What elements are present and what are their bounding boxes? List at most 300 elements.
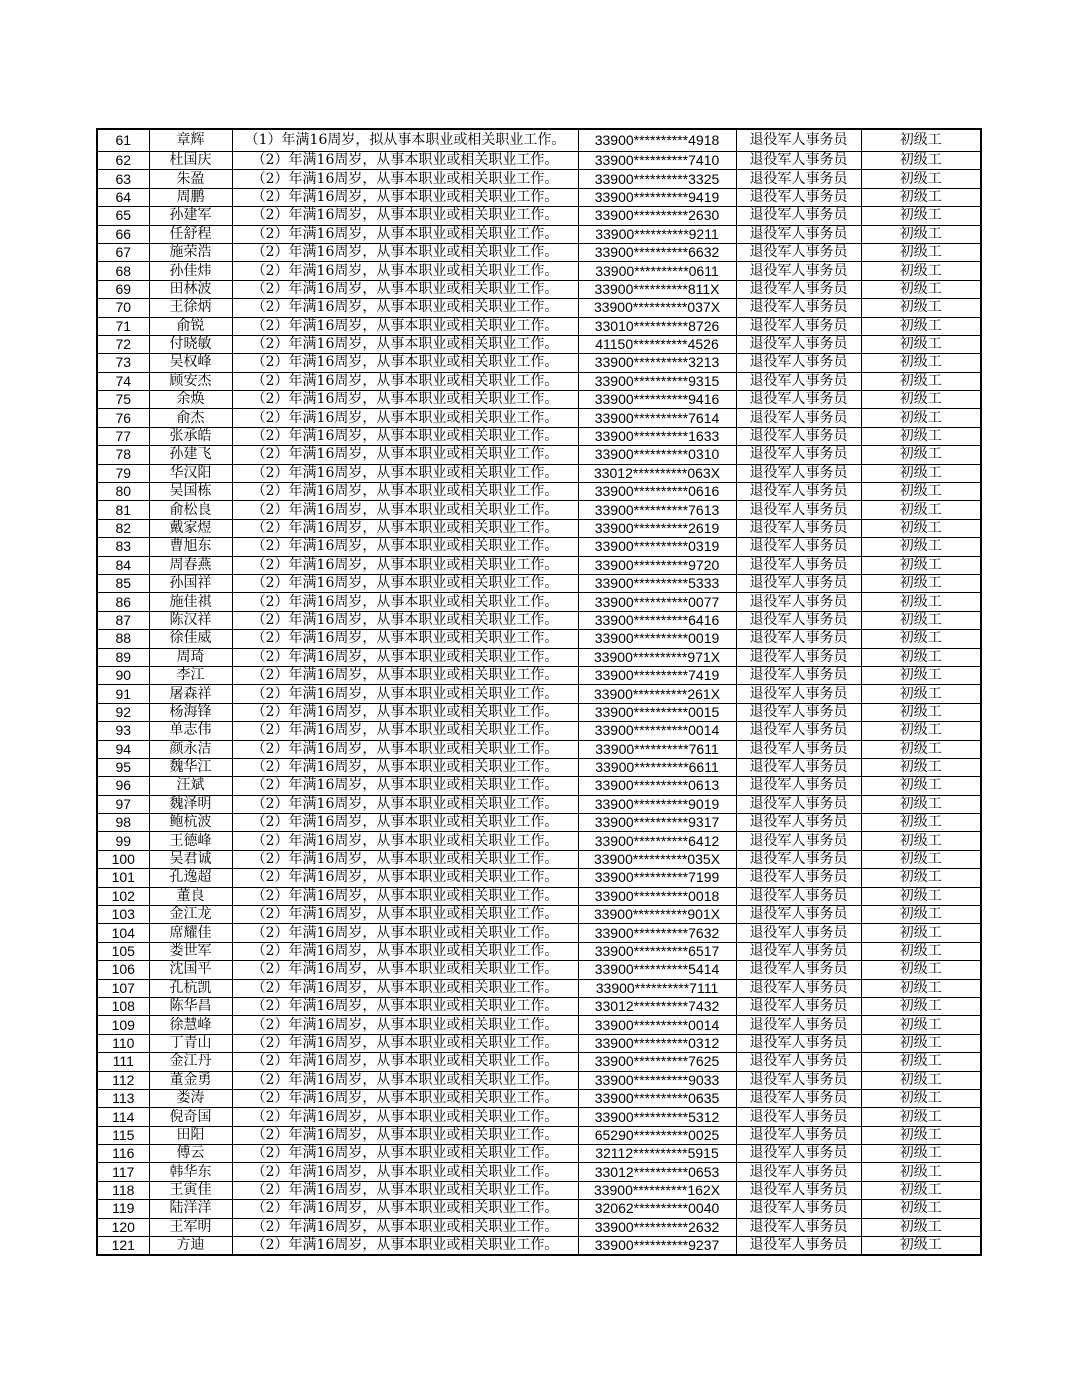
skill-level-cell: 初级工 (861, 832, 981, 850)
eligibility-condition-cell: （2）年满16周岁，从事本职业或相关职业工作。 (232, 335, 578, 353)
eligibility-condition-cell: （2）年满16周岁，从事本职业或相关职业工作。 (232, 1237, 578, 1256)
occupation-cell: 退役军人事务员 (736, 501, 861, 519)
id-number-cell: 33900**********5414 (578, 961, 736, 979)
eligibility-condition-cell: （2）年满16周岁，从事本职业或相关职业工作。 (232, 1016, 578, 1034)
row-number-cell: 106 (97, 961, 149, 979)
roster-body (97, 129, 981, 1255)
table-row (97, 1016, 981, 1034)
id-number-cell: 33900**********9315 (578, 372, 736, 390)
id-number-cell: 33900**********9419 (578, 188, 736, 206)
person-name-cell: 董金勇 (149, 1071, 232, 1089)
row-number-cell: 63 (97, 170, 149, 188)
skill-level-cell: 初级工 (861, 685, 981, 703)
table-row (97, 593, 981, 611)
row-number-cell: 109 (97, 1016, 149, 1034)
person-name-cell: 方迪 (149, 1237, 232, 1256)
id-number-cell: 33900**********0015 (578, 703, 736, 721)
eligibility-condition-cell: （2）年满16周岁，从事本职业或相关职业工作。 (232, 758, 578, 776)
eligibility-condition-cell: （2）年满16周岁，从事本职业或相关职业工作。 (232, 906, 578, 924)
table-row (97, 280, 981, 298)
eligibility-condition-cell: （2）年满16周岁，从事本职业或相关职业工作。 (232, 519, 578, 537)
person-name-cell: 华汉阳 (149, 464, 232, 482)
eligibility-condition-cell: （2）年满16周岁，从事本职业或相关职业工作。 (232, 1108, 578, 1126)
occupation-cell: 退役军人事务员 (736, 409, 861, 427)
row-number-cell: 116 (97, 1145, 149, 1163)
row-number-cell: 105 (97, 942, 149, 960)
row-number-cell: 101 (97, 869, 149, 887)
person-name-cell: 魏华江 (149, 758, 232, 776)
occupation-cell: 退役军人事务员 (736, 1181, 861, 1199)
person-name-cell: 顾安杰 (149, 372, 232, 390)
person-name-cell: 周鹏 (149, 188, 232, 206)
table-row (97, 722, 981, 740)
person-name-cell: 吴君诚 (149, 850, 232, 868)
table-row (97, 188, 981, 206)
table-row (97, 207, 981, 225)
row-number-cell: 94 (97, 740, 149, 758)
occupation-cell: 退役军人事务员 (736, 887, 861, 905)
person-name-cell: 王军明 (149, 1218, 232, 1236)
table-row (97, 666, 981, 684)
table-row (97, 1181, 981, 1199)
table-row (97, 262, 981, 280)
table-row (97, 850, 981, 868)
id-number-cell: 33900**********6632 (578, 243, 736, 261)
row-number-cell: 62 (97, 152, 149, 170)
skill-level-cell: 初级工 (861, 942, 981, 960)
occupation-cell: 退役军人事务员 (736, 446, 861, 464)
occupation-cell: 退役军人事务员 (736, 225, 861, 243)
occupation-cell: 退役军人事务员 (736, 666, 861, 684)
occupation-cell: 退役军人事务员 (736, 758, 861, 776)
skill-level-cell: 初级工 (861, 556, 981, 574)
occupation-cell: 退役军人事务员 (736, 1145, 861, 1163)
row-number-cell: 121 (97, 1237, 149, 1256)
occupation-cell: 退役军人事务员 (736, 1200, 861, 1218)
row-number-cell: 77 (97, 427, 149, 445)
eligibility-condition-cell: （2）年满16周岁，从事本职业或相关职业工作。 (232, 538, 578, 556)
eligibility-condition-cell: （2）年满16周岁，从事本职业或相关职业工作。 (232, 188, 578, 206)
eligibility-condition-cell: （2）年满16周岁，从事本职业或相关职业工作。 (232, 887, 578, 905)
occupation-cell: 退役军人事务员 (736, 372, 861, 390)
id-number-cell: 32062**********0040 (578, 1200, 736, 1218)
occupation-cell: 退役军人事务员 (736, 979, 861, 997)
occupation-cell: 退役军人事务员 (736, 924, 861, 942)
table-row (97, 795, 981, 813)
skill-level-cell: 初级工 (861, 814, 981, 832)
row-number-cell: 120 (97, 1218, 149, 1236)
skill-level-cell: 初级工 (861, 924, 981, 942)
id-number-cell: 33900**********5312 (578, 1108, 736, 1126)
eligibility-condition-cell: （2）年满16周岁，从事本职业或相关职业工作。 (232, 832, 578, 850)
row-number-cell: 70 (97, 299, 149, 317)
eligibility-condition-cell: （2）年满16周岁，从事本职业或相关职业工作。 (232, 170, 578, 188)
eligibility-condition-cell: （2）年满16周岁，从事本职业或相关职业工作。 (232, 262, 578, 280)
person-name-cell: 田林波 (149, 280, 232, 298)
skill-level-cell: 初级工 (861, 961, 981, 979)
id-number-cell: 33900**********0319 (578, 538, 736, 556)
skill-level-cell: 初级工 (861, 1237, 981, 1256)
occupation-cell: 退役军人事务员 (736, 722, 861, 740)
table-row (97, 887, 981, 905)
id-number-cell: 33900**********0611 (578, 262, 736, 280)
id-number-cell: 33900**********0312 (578, 1034, 736, 1052)
person-name-cell: 田阳 (149, 1126, 232, 1144)
id-number-cell: 33900**********261X (578, 685, 736, 703)
eligibility-condition-cell: （2）年满16周岁，从事本职业或相关职业工作。 (232, 317, 578, 335)
table-row (97, 648, 981, 666)
occupation-cell: 退役军人事务员 (736, 1126, 861, 1144)
id-number-cell: 33900**********6416 (578, 611, 736, 629)
id-number-cell: 33900**********037X (578, 299, 736, 317)
eligibility-condition-cell: （2）年满16周岁，从事本职业或相关职业工作。 (232, 1218, 578, 1236)
row-number-cell: 78 (97, 446, 149, 464)
id-number-cell: 33900**********9033 (578, 1071, 736, 1089)
skill-level-cell: 初级工 (861, 427, 981, 445)
eligibility-condition-cell: （2）年满16周岁，从事本职业或相关职业工作。 (232, 372, 578, 390)
id-number-cell: 33010**********8726 (578, 317, 736, 335)
table-row (97, 129, 981, 152)
eligibility-condition-cell: （2）年满16周岁，从事本职业或相关职业工作。 (232, 225, 578, 243)
occupation-cell: 退役军人事务员 (736, 630, 861, 648)
id-number-cell: 33900**********9237 (578, 1237, 736, 1256)
person-name-cell: 丁青山 (149, 1034, 232, 1052)
occupation-cell: 退役军人事务员 (736, 777, 861, 795)
person-name-cell: 孔杭凯 (149, 979, 232, 997)
table-row (97, 869, 981, 887)
table-row (97, 391, 981, 409)
table-row (97, 1126, 981, 1144)
person-name-cell: 倪奇国 (149, 1108, 232, 1126)
eligibility-condition-cell: （2）年满16周岁，从事本职业或相关职业工作。 (232, 1200, 578, 1218)
row-number-cell: 108 (97, 997, 149, 1015)
occupation-cell: 退役军人事务员 (736, 1108, 861, 1126)
table-row (97, 1218, 981, 1236)
skill-level-cell: 初级工 (861, 997, 981, 1015)
id-number-cell: 33900**********6412 (578, 832, 736, 850)
roster-table (96, 128, 982, 1256)
table-row (97, 777, 981, 795)
row-number-cell: 84 (97, 556, 149, 574)
id-number-cell: 33900**********971X (578, 648, 736, 666)
id-number-cell: 33900**********7613 (578, 501, 736, 519)
occupation-cell: 退役军人事务员 (736, 483, 861, 501)
id-number-cell: 33900**********0616 (578, 483, 736, 501)
person-name-cell: 席耀佳 (149, 924, 232, 942)
id-number-cell: 32112**********5915 (578, 1145, 736, 1163)
table-row (97, 556, 981, 574)
person-name-cell: 孙建飞 (149, 446, 232, 464)
skill-level-cell: 初级工 (861, 1016, 981, 1034)
eligibility-condition-cell: （2）年满16周岁，从事本职业或相关职业工作。 (232, 501, 578, 519)
id-number-cell: 33900**********901X (578, 906, 736, 924)
skill-level-cell: 初级工 (861, 501, 981, 519)
occupation-cell: 退役军人事务员 (736, 611, 861, 629)
occupation-cell: 退役军人事务员 (736, 961, 861, 979)
skill-level-cell: 初级工 (861, 574, 981, 592)
id-number-cell: 33900**********6517 (578, 942, 736, 960)
skill-level-cell: 初级工 (861, 611, 981, 629)
table-row (97, 1145, 981, 1163)
person-name-cell: 章辉 (149, 129, 232, 152)
skill-level-cell: 初级工 (861, 777, 981, 795)
skill-level-cell: 初级工 (861, 593, 981, 611)
id-number-cell: 33900**********0310 (578, 446, 736, 464)
eligibility-condition-cell: （2）年满16周岁，从事本职业或相关职业工作。 (232, 1089, 578, 1107)
skill-level-cell: 初级工 (861, 758, 981, 776)
row-number-cell: 119 (97, 1200, 149, 1218)
id-number-cell: 33900**********0018 (578, 887, 736, 905)
person-name-cell: 俞杰 (149, 409, 232, 427)
table-row (97, 1108, 981, 1126)
eligibility-condition-cell: （2）年满16周岁，从事本职业或相关职业工作。 (232, 648, 578, 666)
table-row (97, 740, 981, 758)
id-number-cell: 33900**********0019 (578, 630, 736, 648)
table-row (97, 1163, 981, 1181)
person-name-cell: 徐佳威 (149, 630, 232, 648)
table-row (97, 630, 981, 648)
row-number-cell: 87 (97, 611, 149, 629)
occupation-cell: 退役军人事务员 (736, 335, 861, 353)
person-name-cell: 沈国平 (149, 961, 232, 979)
eligibility-condition-cell: （2）年满16周岁，从事本职业或相关职业工作。 (232, 740, 578, 758)
eligibility-condition-cell: （2）年满16周岁，从事本职业或相关职业工作。 (232, 409, 578, 427)
occupation-cell: 退役军人事务员 (736, 942, 861, 960)
skill-level-cell: 初级工 (861, 335, 981, 353)
skill-level-cell: 初级工 (861, 1108, 981, 1126)
occupation-cell: 退役军人事务员 (736, 391, 861, 409)
eligibility-condition-cell: （2）年满16周岁，从事本职业或相关职业工作。 (232, 850, 578, 868)
occupation-cell: 退役军人事务员 (736, 207, 861, 225)
row-number-cell: 83 (97, 538, 149, 556)
row-number-cell: 72 (97, 335, 149, 353)
occupation-cell: 退役军人事务员 (736, 1218, 861, 1236)
occupation-cell: 退役军人事务员 (736, 1089, 861, 1107)
occupation-cell: 退役军人事务员 (736, 280, 861, 298)
eligibility-condition-cell: （2）年满16周岁，从事本职业或相关职业工作。 (232, 243, 578, 261)
row-number-cell: 91 (97, 685, 149, 703)
eligibility-condition-cell: （2）年满16周岁，从事本职业或相关职业工作。 (232, 1126, 578, 1144)
occupation-cell: 退役军人事务员 (736, 850, 861, 868)
person-name-cell: 陆洋洋 (149, 1200, 232, 1218)
skill-level-cell: 初级工 (861, 630, 981, 648)
id-number-cell: 33900**********6611 (578, 758, 736, 776)
row-number-cell: 65 (97, 207, 149, 225)
table-row (97, 997, 981, 1015)
id-number-cell: 33012**********063X (578, 464, 736, 482)
person-name-cell: 颜永洁 (149, 740, 232, 758)
table-row (97, 299, 981, 317)
skill-level-cell: 初级工 (861, 207, 981, 225)
id-number-cell: 33900**********035X (578, 850, 736, 868)
id-number-cell: 33900**********0014 (578, 1016, 736, 1034)
row-number-cell: 74 (97, 372, 149, 390)
occupation-cell: 退役军人事务员 (736, 648, 861, 666)
id-number-cell: 33900**********9211 (578, 225, 736, 243)
id-number-cell: 33900**********7611 (578, 740, 736, 758)
row-number-cell: 95 (97, 758, 149, 776)
id-number-cell: 33900**********9416 (578, 391, 736, 409)
person-name-cell: 孙佳炜 (149, 262, 232, 280)
id-number-cell: 33900**********7111 (578, 979, 736, 997)
id-number-cell: 33900**********2619 (578, 519, 736, 537)
row-number-cell: 102 (97, 887, 149, 905)
person-name-cell: 金江龙 (149, 906, 232, 924)
eligibility-condition-cell: （2）年满16周岁，从事本职业或相关职业工作。 (232, 666, 578, 684)
id-number-cell: 33900**********9720 (578, 556, 736, 574)
table-row (97, 758, 981, 776)
id-number-cell: 33900**********2630 (578, 207, 736, 225)
skill-level-cell: 初级工 (861, 354, 981, 372)
row-number-cell: 110 (97, 1034, 149, 1052)
row-number-cell: 66 (97, 225, 149, 243)
person-name-cell: 孙国祥 (149, 574, 232, 592)
occupation-cell: 退役军人事务员 (736, 152, 861, 170)
row-number-cell: 89 (97, 648, 149, 666)
occupation-cell: 退役军人事务员 (736, 869, 861, 887)
skill-level-cell: 初级工 (861, 1053, 981, 1071)
person-name-cell: 王德峰 (149, 832, 232, 850)
person-name-cell: 屠森祥 (149, 685, 232, 703)
occupation-cell: 退役军人事务员 (736, 519, 861, 537)
table-row (97, 519, 981, 537)
eligibility-condition-cell: （2）年满16周岁，从事本职业或相关职业工作。 (232, 1163, 578, 1181)
occupation-cell: 退役军人事务员 (736, 1071, 861, 1089)
eligibility-condition-cell: （2）年满16周岁，从事本职业或相关职业工作。 (232, 556, 578, 574)
table-row (97, 1237, 981, 1256)
eligibility-condition-cell: （2）年满16周岁，从事本职业或相关职业工作。 (232, 299, 578, 317)
person-name-cell: 杜国庆 (149, 152, 232, 170)
table-row (97, 924, 981, 942)
skill-level-cell: 初级工 (861, 372, 981, 390)
skill-level-cell: 初级工 (861, 1181, 981, 1199)
person-name-cell: 俞松良 (149, 501, 232, 519)
eligibility-condition-cell: （2）年满16周岁，从事本职业或相关职业工作。 (232, 1034, 578, 1052)
occupation-cell: 退役军人事务员 (736, 685, 861, 703)
occupation-cell: 退役军人事务员 (736, 1016, 861, 1034)
skill-level-cell: 初级工 (861, 979, 981, 997)
row-number-cell: 76 (97, 409, 149, 427)
person-name-cell: 孙建军 (149, 207, 232, 225)
person-name-cell: 孔逸超 (149, 869, 232, 887)
table-row (97, 574, 981, 592)
eligibility-condition-cell: （2）年满16周岁，从事本职业或相关职业工作。 (232, 630, 578, 648)
eligibility-condition-cell: （2）年满16周岁，从事本职业或相关职业工作。 (232, 611, 578, 629)
occupation-cell: 退役军人事务员 (736, 814, 861, 832)
skill-level-cell: 初级工 (861, 152, 981, 170)
table-row (97, 464, 981, 482)
skill-level-cell: 初级工 (861, 703, 981, 721)
occupation-cell: 退役军人事务员 (736, 795, 861, 813)
id-number-cell: 33900**********811X (578, 280, 736, 298)
skill-level-cell: 初级工 (861, 1071, 981, 1089)
person-name-cell: 杨海锋 (149, 703, 232, 721)
person-name-cell: 张承皓 (149, 427, 232, 445)
id-number-cell: 33900**********7199 (578, 869, 736, 887)
eligibility-condition-cell: （2）年满16周岁，从事本职业或相关职业工作。 (232, 464, 578, 482)
person-name-cell: 周琦 (149, 648, 232, 666)
skill-level-cell: 初级工 (861, 1034, 981, 1052)
eligibility-condition-cell: （2）年满16周岁，从事本职业或相关职业工作。 (232, 152, 578, 170)
table-row (97, 409, 981, 427)
id-number-cell: 33900**********7625 (578, 1053, 736, 1071)
occupation-cell: 退役军人事务员 (736, 1163, 861, 1181)
eligibility-condition-cell: （2）年满16周岁，从事本职业或相关职业工作。 (232, 795, 578, 813)
person-name-cell: 王徐炳 (149, 299, 232, 317)
occupation-cell: 退役军人事务员 (736, 538, 861, 556)
skill-level-cell: 初级工 (861, 850, 981, 868)
id-number-cell: 33900**********162X (578, 1181, 736, 1199)
eligibility-condition-cell: （2）年满16周岁，从事本职业或相关职业工作。 (232, 685, 578, 703)
id-number-cell: 33900**********5333 (578, 574, 736, 592)
row-number-cell: 67 (97, 243, 149, 261)
id-number-cell: 33900**********0613 (578, 777, 736, 795)
id-number-cell: 33900**********3325 (578, 170, 736, 188)
table-row (97, 427, 981, 445)
id-number-cell: 33900**********0014 (578, 722, 736, 740)
skill-level-cell: 初级工 (861, 1145, 981, 1163)
skill-level-cell: 初级工 (861, 795, 981, 813)
row-number-cell: 104 (97, 924, 149, 942)
eligibility-condition-cell: （2）年满16周岁，从事本职业或相关职业工作。 (232, 1071, 578, 1089)
skill-level-cell: 初级工 (861, 519, 981, 537)
table-row (97, 538, 981, 556)
occupation-cell: 退役军人事务员 (736, 354, 861, 372)
eligibility-condition-cell: （2）年满16周岁，从事本职业或相关职业工作。 (232, 280, 578, 298)
row-number-cell: 93 (97, 722, 149, 740)
eligibility-condition-cell: （2）年满16周岁，从事本职业或相关职业工作。 (232, 483, 578, 501)
row-number-cell: 61 (97, 129, 149, 152)
table-row (97, 611, 981, 629)
person-name-cell: 娄涛 (149, 1089, 232, 1107)
person-name-cell: 鲍杭波 (149, 814, 232, 832)
person-name-cell: 汪斌 (149, 777, 232, 795)
person-name-cell: 戴家煜 (149, 519, 232, 537)
row-number-cell: 86 (97, 593, 149, 611)
row-number-cell: 80 (97, 483, 149, 501)
table-row (97, 1034, 981, 1052)
table-row (97, 1071, 981, 1089)
row-number-cell: 100 (97, 850, 149, 868)
eligibility-condition-cell: （1）年满16周岁，拟从事本职业或相关职业工作。 (232, 129, 578, 152)
eligibility-condition-cell: （2）年满16周岁，从事本职业或相关职业工作。 (232, 1181, 578, 1199)
row-number-cell: 103 (97, 906, 149, 924)
id-number-cell: 33900**********0635 (578, 1089, 736, 1107)
id-number-cell: 33900**********1633 (578, 427, 736, 445)
person-name-cell: 韩华东 (149, 1163, 232, 1181)
person-name-cell: 李江 (149, 666, 232, 684)
person-name-cell: 任舒程 (149, 225, 232, 243)
row-number-cell: 111 (97, 1053, 149, 1071)
row-number-cell: 88 (97, 630, 149, 648)
eligibility-condition-cell: （2）年满16周岁，从事本职业或相关职业工作。 (232, 777, 578, 795)
row-number-cell: 90 (97, 666, 149, 684)
id-number-cell: 33900**********9317 (578, 814, 736, 832)
person-name-cell: 董良 (149, 887, 232, 905)
row-number-cell: 69 (97, 280, 149, 298)
person-name-cell: 吴国栋 (149, 483, 232, 501)
skill-level-cell: 初级工 (861, 129, 981, 152)
occupation-cell: 退役军人事务员 (736, 170, 861, 188)
row-number-cell: 85 (97, 574, 149, 592)
row-number-cell: 118 (97, 1181, 149, 1199)
row-number-cell: 117 (97, 1163, 149, 1181)
skill-level-cell: 初级工 (861, 409, 981, 427)
skill-level-cell: 初级工 (861, 1163, 981, 1181)
id-number-cell: 41150**********4526 (578, 335, 736, 353)
occupation-cell: 退役军人事务员 (736, 299, 861, 317)
eligibility-condition-cell: （2）年满16周岁，从事本职业或相关职业工作。 (232, 446, 578, 464)
